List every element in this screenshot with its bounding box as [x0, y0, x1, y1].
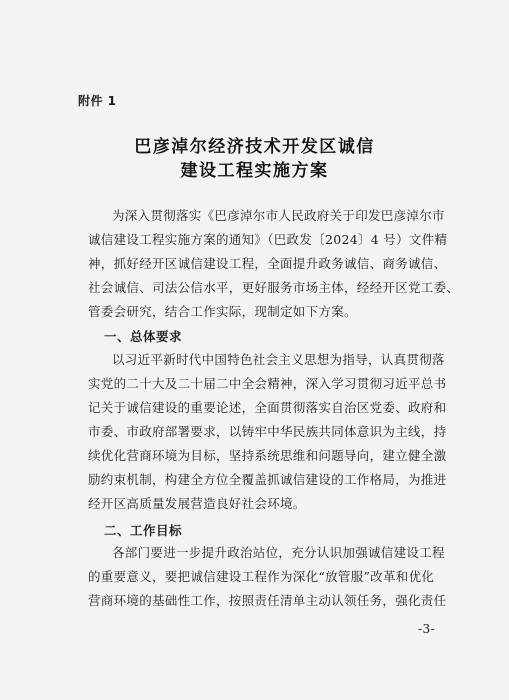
- section1-line: 记关于诚信建设的重要论述，全面贯彻落实自治区党委、政府和: [88, 400, 447, 415]
- attachment-label: 附件 1: [78, 94, 117, 108]
- intro-line: 管委会研究，结合工作实际，现制定如下方案。: [88, 304, 357, 319]
- section2-line: 的重要意义，要把诚信建设工程作为深化“放管服”改革和优化: [88, 569, 435, 584]
- intro-line: 为深入贯彻落实《巴彦淖尔市人民政府关于印发巴彦淖尔市: [112, 208, 445, 223]
- section1-line: 以习近平新时代中国特色社会主义思想为指导，认真贯彻落: [112, 352, 445, 367]
- section-heading-work-goals: 二、工作目标: [104, 523, 183, 538]
- section1-line: 续优化营商环境为目标，坚持系统思维和问题导向，建立健全激: [88, 448, 447, 463]
- document-title-line-2: 建设工程实施方案: [180, 161, 329, 181]
- intro-line: 社会诚信、司法公信水平，更好服务市场主体，经经开区党工委、: [88, 280, 460, 295]
- intro-line: 神，抓好经开区诚信建设工程，全面提升政务诚信、商务诚信、: [88, 256, 447, 271]
- section1-line: 经开区高质量发展营造良好社会环境。: [88, 496, 306, 511]
- section-heading-general-requirements: 一、总体要求: [104, 329, 183, 344]
- page-number: -3-: [418, 622, 436, 636]
- intro-line: 诚信建设工程实施方案的通知》（巴政发〔2024〕4 号）文件精: [88, 232, 448, 247]
- section1-line: 励约束机制，构建全方位全覆盖抓诚信建设的工作格局，为推进: [88, 472, 447, 487]
- section2-line: 各部门要进一步提升政治站位，充分认识加强诚信建设工程: [112, 545, 445, 560]
- section1-line: 市委、市政府部署要求，以铸牢中华民族共同体意识为主线，持: [88, 424, 447, 439]
- document-title-line-1: 巴彦淖尔经济技术开发区诚信: [134, 137, 375, 157]
- section2-line: 营商环境的基础性工作，按照责任清单主动认领任务，强化责任: [88, 593, 447, 608]
- section1-line: 实党的二十大及二十届二中全会精神，深入学习贯彻习近平总书: [88, 376, 447, 391]
